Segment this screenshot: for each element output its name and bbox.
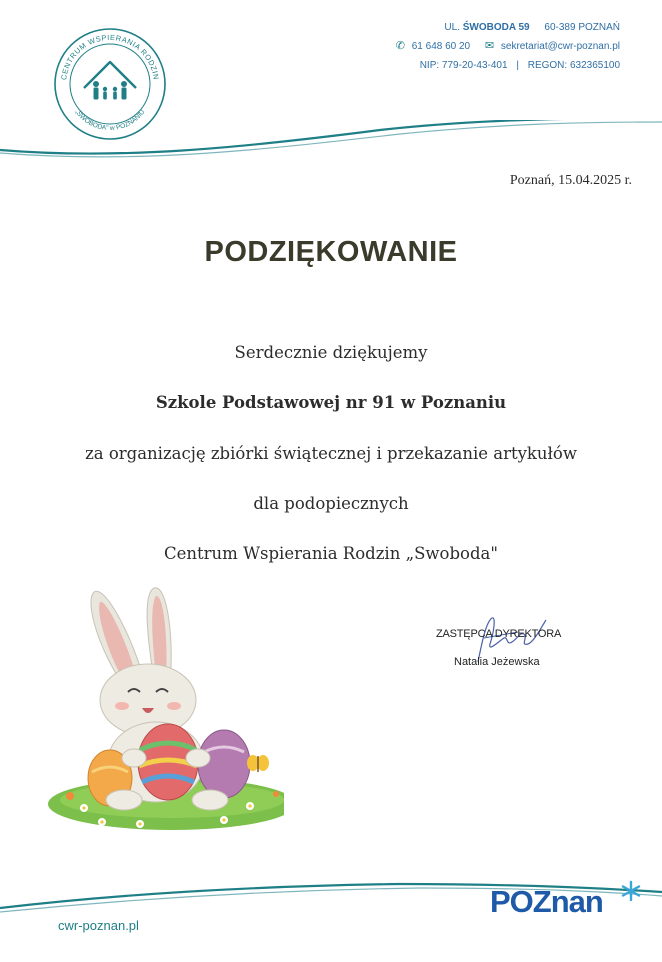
body-line-recipient: Szkole Podstawowej nr 91 w Poznaniu xyxy=(155,393,507,412)
header-wave xyxy=(0,120,662,180)
phone-icon: ✆ xyxy=(395,40,405,52)
separator: | xyxy=(516,60,519,71)
body-line-1: Serdecznie dziękujemy xyxy=(234,343,428,362)
email-address[interactable]: sekretariat@cwr-poznan.pl xyxy=(500,41,620,52)
address-row xyxy=(396,18,620,37)
poznan-brand-logo: POZnan xyxy=(490,884,603,919)
phone-email-row xyxy=(396,37,620,56)
svg-text:CENTRUM WSPIERANIA RODZIN: CENTRUM WSPIERANIA RODZIN xyxy=(59,32,161,81)
asterisk-icon xyxy=(620,880,642,902)
street-prefix: UL. xyxy=(444,22,460,33)
nip-number: NIP: 779-20-43-401 xyxy=(419,60,508,71)
regon-number: REGON: 632365100 xyxy=(527,60,620,71)
contact-block xyxy=(396,18,620,75)
postal-code-city: 60-389 POZNAŃ xyxy=(544,22,620,33)
street: ŚWOBODA 59 xyxy=(462,22,530,33)
body-line-3: za organizację zbiórki świątecznej i przekazanie artykułów xyxy=(85,444,577,463)
signature-name: Natalia Jeżewska xyxy=(454,656,540,668)
phone-number: 61 648 60 20 xyxy=(411,41,471,52)
body-line-5: Centrum Wspierania Rodzin „Swoboda" xyxy=(164,544,498,563)
page-title: PODZIĘKOWANIE xyxy=(204,236,458,268)
body-line-4: dla podopiecznych xyxy=(253,494,409,513)
website-link[interactable]: cwr-poznan.pl xyxy=(58,918,139,933)
easter-bunny-illustration xyxy=(44,582,284,842)
letter-date: Poznań, 15.04.2025 r. xyxy=(509,173,632,188)
signature-role: ZASTĘPCA DYREKTORA xyxy=(436,628,562,640)
svg-text:„SWOBODA" w POZNANIU: „SWOBODA" w POZNANIU xyxy=(73,108,147,133)
envelope-icon: ✉ xyxy=(484,40,495,52)
registration-row xyxy=(396,56,620,75)
